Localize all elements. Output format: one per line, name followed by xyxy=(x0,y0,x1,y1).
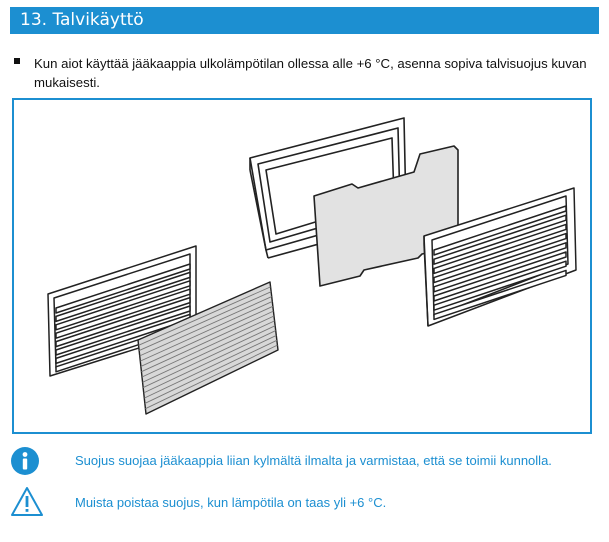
warning-icon xyxy=(10,486,44,518)
section-header xyxy=(10,7,599,34)
winter-cover-illustration xyxy=(14,100,590,432)
warning-note-text: Muista poistaa suojus, kun lämpötila on taas yli +6 °C. xyxy=(75,495,387,510)
info-note-text: Suojus suojaa jääkaappia liian kylmältä ilmalta ja varmistaa, että se toimii kunnolla. xyxy=(75,453,552,468)
instruction-text: Kun aiot käyttää jääkaappia ulkolämpötilan ollessa alle +6 °C, asenna sopiva talvisuojus kuvan mukaisesti. xyxy=(34,56,587,90)
info-icon xyxy=(10,446,40,476)
illustration-frame xyxy=(12,98,592,434)
section-title: 13. Talvikäyttö xyxy=(20,10,144,30)
warning-note xyxy=(10,486,600,516)
info-note xyxy=(10,446,600,476)
bullet-icon xyxy=(14,58,20,64)
